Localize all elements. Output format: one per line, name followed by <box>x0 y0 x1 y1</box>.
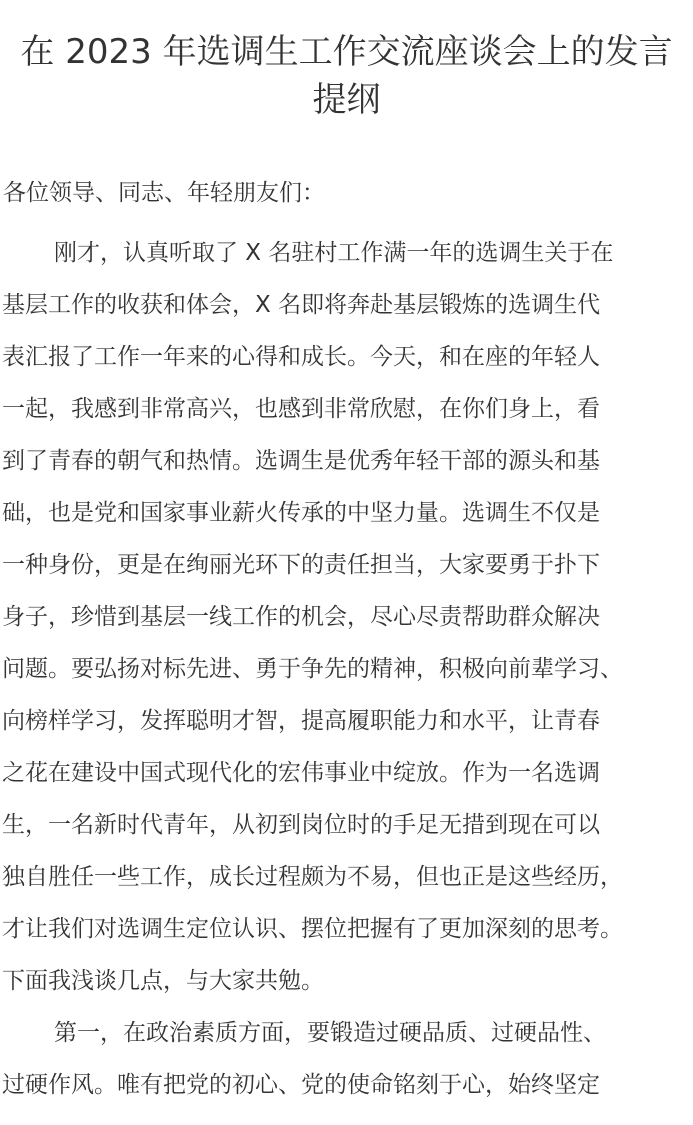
paragraph-line: 第一，在政治素质方面，要锻造过硬品质、过硬品性、 <box>54 1020 606 1046</box>
paragraph-line: 一起，我感到非常高兴，也感到非常欣慰，在你们身上，看 <box>2 396 600 422</box>
paragraph-line: 之花在建设中国式现代化的宏伟事业中绽放。作为一名选调 <box>2 760 600 786</box>
paragraph-line: 向榜样学习，发挥聪明才智，提高履职能力和水平，让青春 <box>2 708 600 734</box>
paragraph-line: 身子，珍惜到基层一线工作的机会，尽心尽责帮助群众解决 <box>2 604 600 630</box>
paragraph-line: 到了青春的朝气和热情。选调生是优秀年轻干部的源头和基 <box>2 448 600 474</box>
paragraph-line: 过硬作风。唯有把党的初心、党的使命铭刻于心，始终坚定 <box>2 1072 600 1098</box>
paragraph-line: 才让我们对选调生定位认识、摆位把握有了更加深刻的思考。 <box>2 916 623 942</box>
paragraph-1 <box>0 227 693 1007</box>
paragraph-line: 础，也是党和国家事业薪火传承的中坚力量。选调生不仅是 <box>2 500 600 526</box>
document-title <box>0 28 693 124</box>
paragraph-2 <box>0 1007 693 1111</box>
paragraph-line: 刚才，认真听取了 X 名驻村工作满一年的选调生关于在 <box>54 240 614 266</box>
paragraph-line: 下面我浅谈几点，与大家共勉。 <box>2 968 324 994</box>
paragraph-line: 一种身份，更是在绚丽光环下的责任担当，大家要勇于扑下 <box>2 552 600 578</box>
paragraph-line: 独自胜任一些工作，成长过程颇为不易，但也正是这些经历， <box>2 864 623 890</box>
paragraph-line: 生，一名新时代青年，从初到岗位时的手足无措到现在可以 <box>2 812 600 838</box>
document <box>0 28 693 1111</box>
paragraph-line: 表汇报了工作一年来的心得和成长。今天，和在座的年轻人 <box>2 344 600 370</box>
paragraph-line: 问题。要弘扬对标先进、勇于争先的精神，积极向前辈学习、 <box>2 656 623 682</box>
paragraph-line: 基层工作的收获和体会，X 名即将奔赴基层锻炼的选调生代 <box>2 292 601 318</box>
greeting: 各位领导、同志、年轻朋友们： <box>3 180 325 206</box>
title-line-2: 提纲 <box>312 80 381 120</box>
title-line-1: 在 2023 年选调生工作交流座谈会上的发言 <box>20 32 673 72</box>
